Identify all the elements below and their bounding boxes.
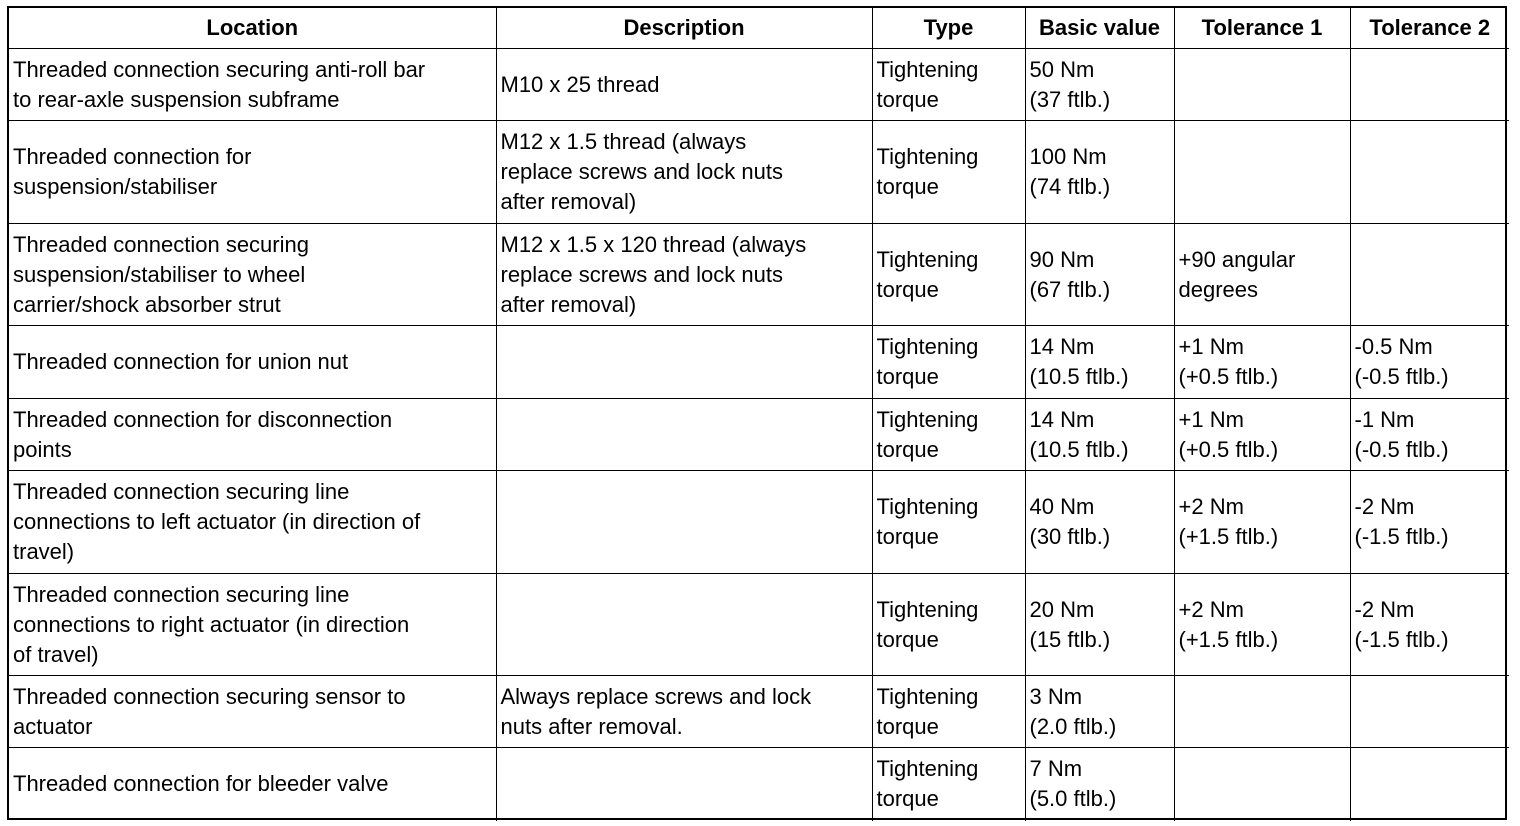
header-tolerance-1: Tolerance 1: [1174, 8, 1350, 49]
cell-type: Tightening torque: [872, 49, 1025, 121]
cell-location: Threaded connection securing suspension/stabiliser to wheel carrier/shock absorber strut: [9, 224, 496, 326]
cell-location: Threaded connection for disconnection points: [9, 399, 496, 471]
header-description: Description: [496, 8, 872, 49]
cell-basic-value: 14 Nm (10.5 ftlb.): [1025, 399, 1174, 471]
cell-basic-value: 90 Nm (67 ftlb.): [1025, 224, 1174, 326]
table-row: [9, 471, 1509, 574]
cell-basic-value: 3 Nm (2.0 ftlb.): [1025, 676, 1174, 748]
cell-tolerance-1: [1174, 748, 1350, 821]
cell-basic-value: 14 Nm (10.5 ftlb.): [1025, 326, 1174, 399]
cell-type: Tightening torque: [872, 224, 1025, 326]
cell-type: Tightening torque: [872, 326, 1025, 399]
header-basic-value: Basic value: [1025, 8, 1174, 49]
cell-description: [496, 574, 872, 676]
cell-tolerance-1: +1 Nm (+0.5 ftlb.): [1174, 399, 1350, 471]
cell-tolerance-2: -2 Nm (-1.5 ftlb.): [1350, 471, 1509, 574]
table-row: [9, 121, 1509, 224]
cell-tolerance-2: -0.5 Nm (-0.5 ftlb.): [1350, 326, 1509, 399]
cell-tolerance-2: -1 Nm (-0.5 ftlb.): [1350, 399, 1509, 471]
cell-location: Threaded connection for suspension/stabiliser: [9, 121, 496, 224]
cell-basic-value: 100 Nm (74 ftlb.): [1025, 121, 1174, 224]
cell-type: Tightening torque: [872, 399, 1025, 471]
cell-tolerance-2: [1350, 224, 1509, 326]
torque-spec-table-frame: [7, 6, 1507, 820]
table-header-row: [9, 8, 1509, 49]
cell-description: [496, 326, 872, 399]
cell-basic-value: 7 Nm (5.0 ftlb.): [1025, 748, 1174, 821]
cell-tolerance-2: [1350, 49, 1509, 121]
cell-tolerance-1: [1174, 49, 1350, 121]
table-row: [9, 748, 1509, 821]
cell-tolerance-2: [1350, 748, 1509, 821]
cell-location: Threaded connection securing line connections to left actuator (in direction of travel): [9, 471, 496, 574]
header-tolerance-2: Tolerance 2: [1350, 8, 1509, 49]
cell-location: Threaded connection for bleeder valve: [9, 748, 496, 821]
cell-tolerance-1: +2 Nm (+1.5 ftlb.): [1174, 471, 1350, 574]
cell-tolerance-1: +2 Nm (+1.5 ftlb.): [1174, 574, 1350, 676]
table-row: [9, 326, 1509, 399]
cell-description: [496, 399, 872, 471]
cell-tolerance-2: [1350, 676, 1509, 748]
cell-type: Tightening torque: [872, 574, 1025, 676]
cell-tolerance-1: [1174, 676, 1350, 748]
table-row: [9, 574, 1509, 676]
cell-tolerance-1: +90 angular degrees: [1174, 224, 1350, 326]
cell-description: [496, 748, 872, 821]
cell-type: Tightening torque: [872, 471, 1025, 574]
cell-location: Threaded connection securing sensor to actuator: [9, 676, 496, 748]
cell-basic-value: 20 Nm (15 ftlb.): [1025, 574, 1174, 676]
cell-tolerance-2: -2 Nm (-1.5 ftlb.): [1350, 574, 1509, 676]
cell-tolerance-2: [1350, 121, 1509, 224]
cell-tolerance-1: [1174, 121, 1350, 224]
cell-type: Tightening torque: [872, 748, 1025, 821]
cell-basic-value: 50 Nm (37 ftlb.): [1025, 49, 1174, 121]
cell-tolerance-1: +1 Nm (+0.5 ftlb.): [1174, 326, 1350, 399]
header-type: Type: [872, 8, 1025, 49]
cell-location: Threaded connection for union nut: [9, 326, 496, 399]
torque-spec-table: [9, 8, 1509, 821]
table-row: [9, 399, 1509, 471]
table-row: [9, 224, 1509, 326]
cell-description: M10 x 25 thread: [496, 49, 872, 121]
cell-type: Tightening torque: [872, 676, 1025, 748]
cell-description: M12 x 1.5 x 120 thread (always replace screws and lock nuts after removal): [496, 224, 872, 326]
cell-type: Tightening torque: [872, 121, 1025, 224]
table-body: [9, 49, 1509, 821]
table-row: [9, 676, 1509, 748]
cell-description: [496, 471, 872, 574]
table-row: [9, 49, 1509, 121]
cell-location: Threaded connection securing anti-roll bar to rear-axle suspension subframe: [9, 49, 496, 121]
header-location: Location: [9, 8, 496, 49]
cell-description: M12 x 1.5 thread (always replace screws and lock nuts after removal): [496, 121, 872, 224]
cell-basic-value: 40 Nm (30 ftlb.): [1025, 471, 1174, 574]
cell-description: Always replace screws and lock nuts after removal.: [496, 676, 872, 748]
cell-location: Threaded connection securing line connections to right actuator (in direction of travel): [9, 574, 496, 676]
